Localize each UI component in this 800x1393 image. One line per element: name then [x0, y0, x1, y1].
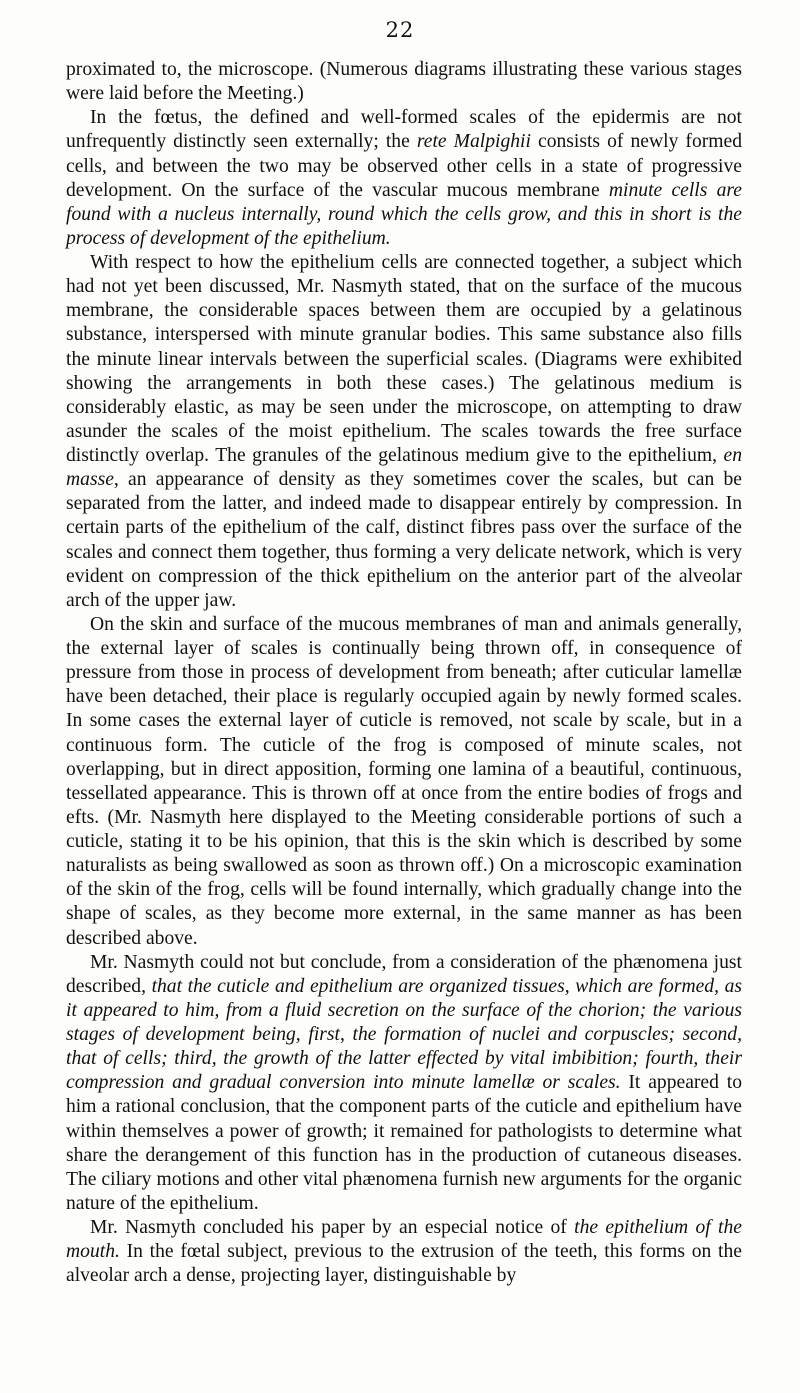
paragraph-2-text-b: consists of newly formed cells, and between the two may be observed other cells in a state of progressive development. On the surface of the vascular mucous membrane: [66, 131, 742, 201]
page-number: 22: [385, 18, 415, 42]
paragraph-6-text-b: In the fœtal subject, previous to the extrusion of the teeth, this forms on the alveolar arch a dense, projecting layer, distinguishable by: [66, 1241, 742, 1287]
paragraph-2-italic-a: rete Malpighii: [416, 131, 531, 153]
paragraph-3-text-a: With respect to how the epithelium cells are connected together, a subject which had not yet been discussed, Mr. Nasmyth stated, that on the surface of the mucous membrane, the considerable spaces between them are occupied by a gelatinous substance, interspersed with minute granular bodies. This same substance also fills the minute linear intervals between the superficial scales. (Diagrams were exhibited showing the arrangements in both these cases.) The gelatinous medium is considerably elastic, as may be seen under the microscope, on attempting to draw asunder the scales of the moist epithelium. The scales towards the free surface distinctly overlap. The granules of the gelatinous medium give to the epithelium,: [66, 252, 742, 466]
paragraph-5: [66, 951, 742, 1216]
paragraph-2-italic-b: minute cells are found with a nucleus internally, round which the cells grow, and this in short is the process of development of the epithelium.: [66, 179, 742, 249]
body-text: [66, 58, 742, 1288]
paragraph-3-text-b: , an appearance of density as they sometimes cover the scales, but can be separated from the latter, and indeed made to disappear entirely by compression. In certain parts of the epithelium of the calf, distinct fibres pass over the surface of the scales and connect them together, thus forming a very delicate network, which is very evident on compression of the thick epithelium on the anterior part of the alveolar arch of the upper jaw.: [66, 469, 742, 611]
paragraph-1: [66, 58, 742, 106]
paragraph-2: [66, 106, 742, 251]
paragraph-6-italic-a: the epithelium of the mouth.: [66, 1217, 742, 1263]
paragraph-6-text-a: Mr. Nasmyth concluded his paper by an especial notice of: [90, 1217, 575, 1238]
paragraph-5-text-b: It appeared to him a rational conclusion, that the component parts of the cuticle and epithelium have within themselves a power of growth; it remained for pathologists to determine what share the derangement of this function has in the production of cutaneous diseases. The ciliary motions and other vital phænomena furnish new arguments for the organic nature of the epithelium.: [66, 1072, 743, 1214]
paragraph-3-italic-a: en masse: [66, 445, 742, 491]
paragraph-5-italic-a: that the cuticle and epithelium are organized tissues, which are formed, as it appeared to him, from a fluid secretion on the surface of the chorion; the various stages of development being, first, the formation of nuclei and corpuscles; second, that of cells; third, the growth of the latter effected by vital imbibition; fourth, their compression and gradual conversion into minute lamellæ or scales.: [66, 975, 742, 1094]
paragraph-6: [66, 1216, 742, 1288]
paragraph-3: [66, 251, 742, 613]
paragraph-1-text: proximated to, the microscope. (Numerous diagrams illustrating these various stages were laid before the Meeting.): [66, 59, 742, 105]
paragraph-2-text-a: In the fœtus, the defined and well-formed scales of the epidermis are not unfrequently distinctly seen externally; the: [66, 107, 742, 153]
paragraph-4-text: On the skin and surface of the mucous membranes of man and animals generally, the external layer of scales is continually being thrown off, in consequence of pressure from those in process of development from beneath; after cuticular lamellæ have been detached, their place is regularly occupied again by newly formed scales. In some cases the external layer of cuticle is removed, not scale by scale, but in a continuous form. The cuticle of the frog is composed of minute scales, not overlapping, but in direct apposition, forming one lamina of a beautiful, continuous, tessellated appearance. This is thrown off at once from the entire bodies of frogs and efts. (Mr. Nasmyth here displayed to the Meeting considerable portions of such a cuticle, stating it to be his opinion, that this is the skin which is described by some naturalists as being swallowed as soon as thrown off.) On a microscopic examination of the skin of the frog, cells will be found internally, which gradually change into the shape of scales, as they become more external, in the same manner as has been described above.: [66, 613, 742, 949]
paragraph-5-text-a: Mr. Nasmyth could not but conclude, from a consideration of the phænomena just described,: [66, 951, 742, 997]
paragraph-4: [66, 613, 742, 951]
